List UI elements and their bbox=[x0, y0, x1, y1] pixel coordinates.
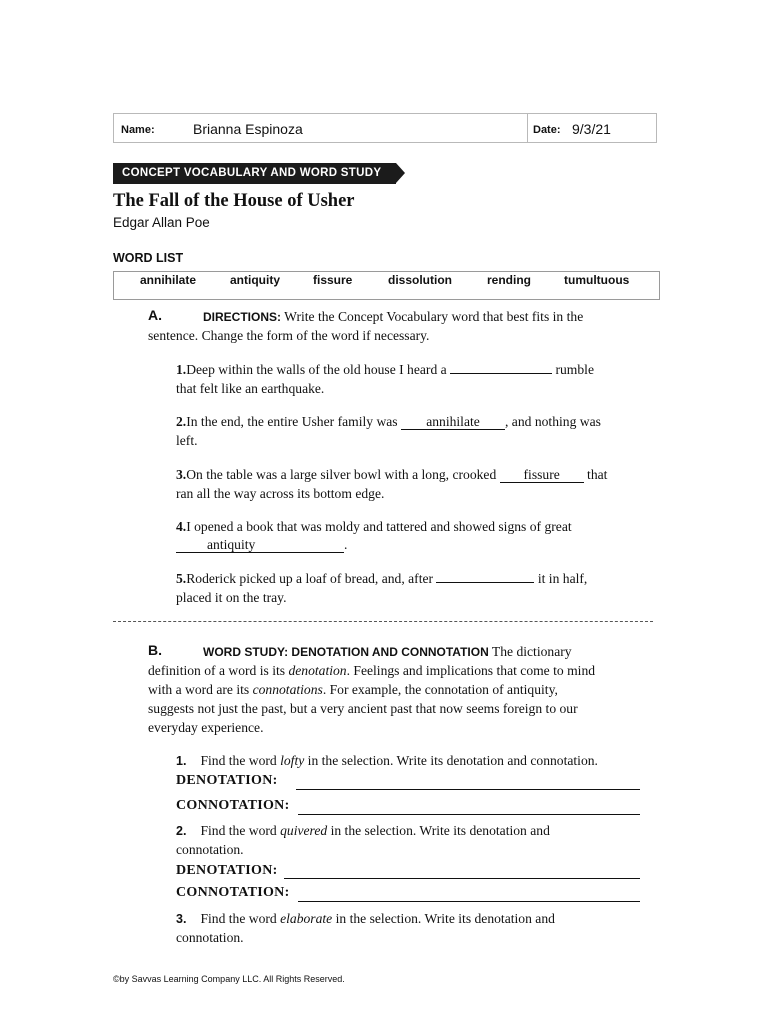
section-a-letter: A. bbox=[148, 307, 162, 323]
page-title: The Fall of the House of Usher bbox=[113, 191, 355, 211]
header-divider bbox=[527, 113, 528, 143]
name-value: Brianna Espinoza bbox=[193, 121, 303, 137]
section-b-letter: B. bbox=[148, 642, 162, 658]
directions-text-line2: sentence. Change the form of the word if necessary. bbox=[148, 328, 430, 343]
question-b3-line2: connotation. bbox=[176, 930, 244, 945]
question-text: Deep within the walls of the old house I heard a bbox=[186, 362, 451, 377]
answer-blank[interactable]: fissure bbox=[500, 467, 584, 483]
section-b-intro-line1 bbox=[203, 642, 572, 662]
connotation-answer-line[interactable] bbox=[298, 901, 640, 902]
word-list-item: tumultuous bbox=[564, 273, 630, 287]
intro-term: connotations bbox=[252, 682, 323, 697]
question-text: , and nothing was bbox=[505, 414, 601, 429]
denotation-label: DENOTATION: bbox=[176, 863, 278, 878]
denotation-label: DENOTATION: bbox=[176, 773, 278, 788]
question-text: Find the word bbox=[200, 753, 281, 768]
word-list-item: rending bbox=[487, 273, 531, 287]
question-a4-line2 bbox=[176, 535, 347, 554]
answer-text: antiquity bbox=[207, 537, 256, 552]
question-a3-line2: ran all the way across its bottom edge. bbox=[176, 486, 385, 501]
banner-arrow-icon bbox=[396, 163, 405, 183]
question-text: that bbox=[583, 467, 608, 482]
question-b3 bbox=[176, 909, 555, 929]
question-number: 5. bbox=[176, 571, 187, 586]
question-number: 3. bbox=[176, 912, 187, 926]
intro-text: . For example, the connotation of antiquity, bbox=[322, 682, 558, 697]
question-b2 bbox=[176, 821, 550, 841]
word-list-item: annihilate bbox=[140, 273, 197, 287]
question-text: it in half, bbox=[534, 571, 588, 586]
question-word: elaborate bbox=[280, 911, 333, 926]
question-number: 1. bbox=[176, 362, 187, 377]
intro-text: definition of a word is its bbox=[148, 663, 289, 678]
intro-term: denotation bbox=[288, 663, 347, 678]
connotation-label: CONNOTATION: bbox=[176, 798, 290, 813]
question-text: . bbox=[344, 537, 348, 552]
date-label: Date: bbox=[533, 124, 561, 136]
section-b-intro-line5: everyday experience. bbox=[148, 720, 264, 735]
question-word: lofty bbox=[280, 753, 305, 768]
section-b-intro-line4: suggests not just the past, but a very ancient past that now seems foreign to our bbox=[148, 701, 578, 716]
question-text: Find the word bbox=[200, 911, 281, 926]
intro-text: with a word are its bbox=[148, 682, 253, 697]
question-text: Find the word bbox=[200, 823, 281, 838]
question-a5 bbox=[176, 569, 587, 588]
section-b-intro-line2 bbox=[148, 661, 595, 680]
question-text: in the selection. Write its denotation and bbox=[332, 911, 555, 926]
denotation-answer-line[interactable] bbox=[284, 878, 640, 879]
question-number: 2. bbox=[176, 414, 187, 429]
word-list-heading: WORD LIST bbox=[113, 251, 184, 265]
section-banner: CONCEPT VOCABULARY AND WORD STUDY bbox=[113, 163, 396, 184]
question-text: In the end, the entire Usher family was bbox=[186, 414, 401, 429]
question-b1 bbox=[176, 751, 598, 771]
section-divider bbox=[113, 621, 653, 622]
copyright-footer: ©by Savvas Learning Company LLC. All Rights Reserved. bbox=[113, 974, 345, 984]
question-a1-line2: that felt like an earthquake. bbox=[176, 381, 325, 396]
answer-blank[interactable] bbox=[450, 373, 552, 374]
directions-label: DIRECTIONS: bbox=[203, 310, 281, 324]
question-a1 bbox=[176, 360, 594, 379]
author: Edgar Allan Poe bbox=[113, 215, 210, 230]
question-text: in the selection. Write its denotation and bbox=[327, 823, 550, 838]
question-a5-line2: placed it on the tray. bbox=[176, 590, 287, 605]
question-text: I opened a book that was moldy and tattered and showed signs of great bbox=[186, 519, 572, 534]
section-b-label: WORD STUDY: DENOTATION AND CONNOTATION bbox=[203, 645, 489, 659]
answer-blank[interactable]: annihilate bbox=[401, 414, 505, 430]
question-number: 3. bbox=[176, 467, 187, 482]
answer-blank[interactable] bbox=[436, 582, 534, 583]
word-list-item: antiquity bbox=[230, 273, 280, 287]
question-word: quivered bbox=[280, 823, 328, 838]
question-text: in the selection. Write its denotation and connotation. bbox=[304, 753, 598, 768]
question-a3 bbox=[176, 465, 607, 484]
intro-text: . Feelings and implications that come to mind bbox=[346, 663, 596, 678]
question-a4 bbox=[176, 517, 572, 536]
question-text: rumble bbox=[552, 362, 594, 377]
connotation-answer-line[interactable] bbox=[298, 814, 640, 815]
name-label: Name: bbox=[121, 124, 155, 136]
answer-blank[interactable] bbox=[176, 537, 344, 553]
intro-text: The dictionary bbox=[491, 644, 572, 659]
question-a2 bbox=[176, 412, 601, 431]
denotation-answer-line[interactable] bbox=[296, 789, 640, 790]
section-a-directions bbox=[203, 307, 583, 327]
question-number: 2. bbox=[176, 824, 187, 838]
question-text: Roderick picked up a loaf of bread, and, after bbox=[186, 571, 437, 586]
date-value: 9/3/21 bbox=[572, 121, 611, 137]
word-list-item: fissure bbox=[313, 273, 353, 287]
section-b-intro-line3 bbox=[148, 680, 558, 699]
question-b2-line2: connotation. bbox=[176, 842, 244, 857]
connotation-label: CONNOTATION: bbox=[176, 885, 290, 900]
question-a2-line2: left. bbox=[176, 433, 198, 448]
question-number: 4. bbox=[176, 519, 187, 534]
word-list-item: dissolution bbox=[388, 273, 452, 287]
directions-text: Write the Concept Vocabulary word that best fits in the bbox=[281, 309, 584, 324]
question-text: On the table was a large silver bowl with a long, crooked bbox=[186, 467, 500, 482]
question-number: 1. bbox=[176, 754, 187, 768]
